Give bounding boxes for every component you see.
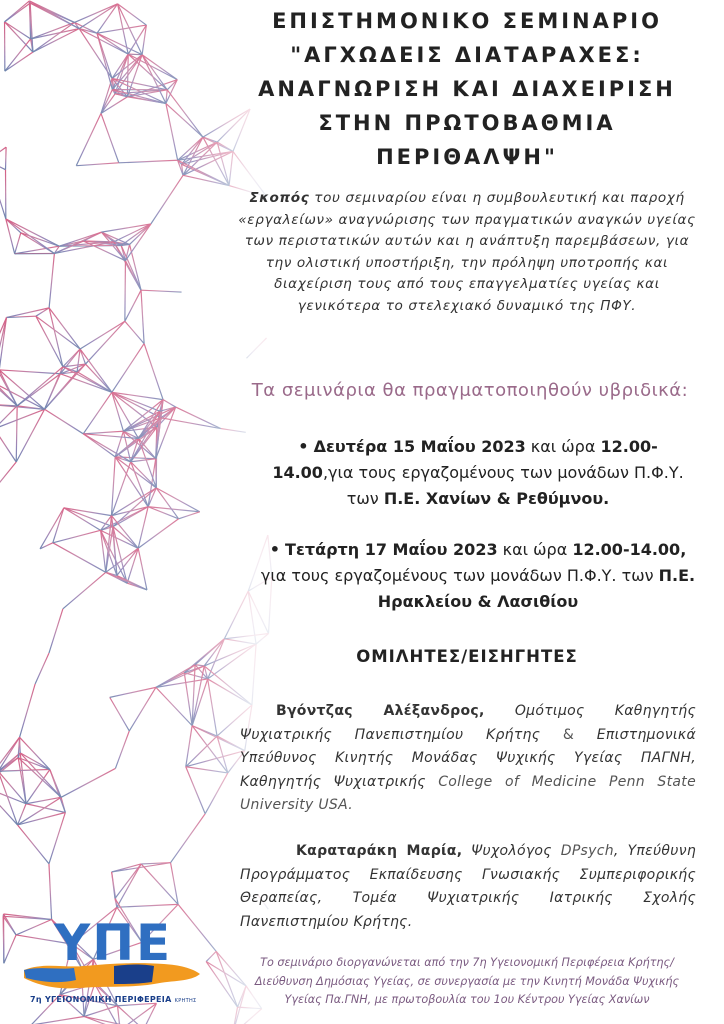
session-date: Τετάρτη 17 Μαΐου 2023 bbox=[285, 540, 498, 559]
speaker-entry bbox=[240, 840, 696, 934]
speaker-role: Ομότιμος Καθηγητής Ψυχιατρικής Πανεπιστημίου Κρήτης bbox=[240, 703, 696, 743]
logo-mark: ΥΠΕ bbox=[54, 914, 173, 972]
session-text: για τους εργαζομένους των μονάδων Π.Φ.Υ. των bbox=[260, 566, 659, 585]
session-item bbox=[258, 537, 698, 615]
bullet-icon: • bbox=[298, 437, 309, 456]
hybrid-note: Τα σεμινάρια θα πραγματοποιηθούν υβριδικά: bbox=[251, 380, 689, 401]
session-text: ,για τους εργαζομένους των μονάδων Π.Φ.Υ. των bbox=[322, 463, 684, 508]
purpose-lead: Σκοπός bbox=[249, 190, 310, 206]
session-item bbox=[258, 434, 698, 512]
session-units: Π.Ε. Χανίων & Ρεθύμνου. bbox=[383, 489, 610, 508]
organizer-footer: Το σεμινάριο διοργανώνεται από την 7η Υγειονομική Περιφέρεια Κρήτης/Διεύθυνση Δημόσιας Υγείας, σε συνεργασία με την Κινητή Μονάδα Ψυχικής Υγείας Πα.ΓΝΗ, με πρωτοβουλία του 1ου Κέντρου Υγείας Χανίων bbox=[254, 956, 680, 1006]
session-date: Δευτέρα 15 Μαΐου 2023 bbox=[313, 437, 526, 456]
title-line: ΣΤΗΝ ΠΡΩΤΟΒΑΘΜΙΑ bbox=[318, 111, 616, 135]
speaker-amp: & bbox=[562, 726, 575, 743]
session-time: 12.00-14.00, bbox=[572, 540, 687, 559]
speaker-name: Βγόντζας Αλέξανδρος, bbox=[276, 703, 485, 719]
logo-caption-small: ΚΡΗΤΗΣ bbox=[174, 998, 197, 1004]
speaker-degree: DPsych bbox=[560, 843, 614, 859]
speaker-affiliation: College of Medicine Penn State University USA. bbox=[240, 773, 696, 813]
session-mid: και ώρα bbox=[497, 540, 573, 559]
bullet-icon: • bbox=[269, 540, 280, 559]
speaker-role: Ψυχολόγος bbox=[462, 843, 561, 859]
title-line: ΑΝΑΓΝΩΡΙΣΗ ΚΑΙ ΔΙΑΧΕΙΡΙΣΗ bbox=[258, 77, 676, 101]
purpose-text: του σεμιναρίου είναι η συμβουλευτική και παροχή «εργαλείων» αναγνώρισης των πραγματικών αναγκών υγείας των περιστατικών αυτών και η ανάπτυξη παρεμβάσεων, για την ολιστική υποστήριξη, την πρόληψη υποτροπής και διαχείριση τους από τους επαγγελματίες υγείας και γενικότερα το στελεχιακό δυναμικό της ΠΦΥ. bbox=[238, 190, 696, 314]
speaker-role2: Επιστημονικά Υπεύθυνος Κινητής Μονάδας Ψυχικής Υγείας ΠΑΓΝΗ, Καθηγητής Ψυχιατρικής bbox=[240, 726, 696, 790]
speaker-role2: , Υπεύθυνη Προγράμματος Εκπαίδευσης Γνωσιακής Συμπεριφορικής Θεραπείας, Τομέα Ψυχιατρικής Ιατρικής Σχολής Πανεπιστημίου Κρήτης. bbox=[240, 843, 696, 930]
logo-caption-text: 7η ΥΓΕΙΟΝΟΜΙΚΗ ΠΕΡΙΦΕΡΕΙΑ bbox=[30, 995, 172, 1004]
seminar-title bbox=[230, 4, 704, 174]
session-time: 12.00-14.00 bbox=[272, 437, 658, 482]
title-line: "ΑΓΧΩΔΕΙΣ ΔΙΑΤΑΡΑΧΕΣ: bbox=[290, 43, 644, 67]
speakers-heading: ΟΜΙΛΗΤΕΣ/ΕΙΣΗΓΗΤΕΣ bbox=[356, 647, 578, 666]
speaker-entry bbox=[240, 700, 696, 818]
speaker-name: Καραταράκη Μαρία, bbox=[296, 843, 463, 859]
title-line: ΕΠΙΣΤΗΜΟΝΙΚΟ ΣΕΜΙΝΑΡΙΟ bbox=[272, 9, 662, 33]
session-mid: και ώρα bbox=[525, 437, 601, 456]
title-line: ΠΕΡΙΘΑΛΨΗ" bbox=[376, 145, 558, 169]
logo-caption bbox=[30, 995, 210, 1004]
session-units: Π.Ε. Ηρακλείου & Λασιθίου bbox=[377, 566, 696, 611]
purpose-paragraph bbox=[232, 188, 702, 317]
